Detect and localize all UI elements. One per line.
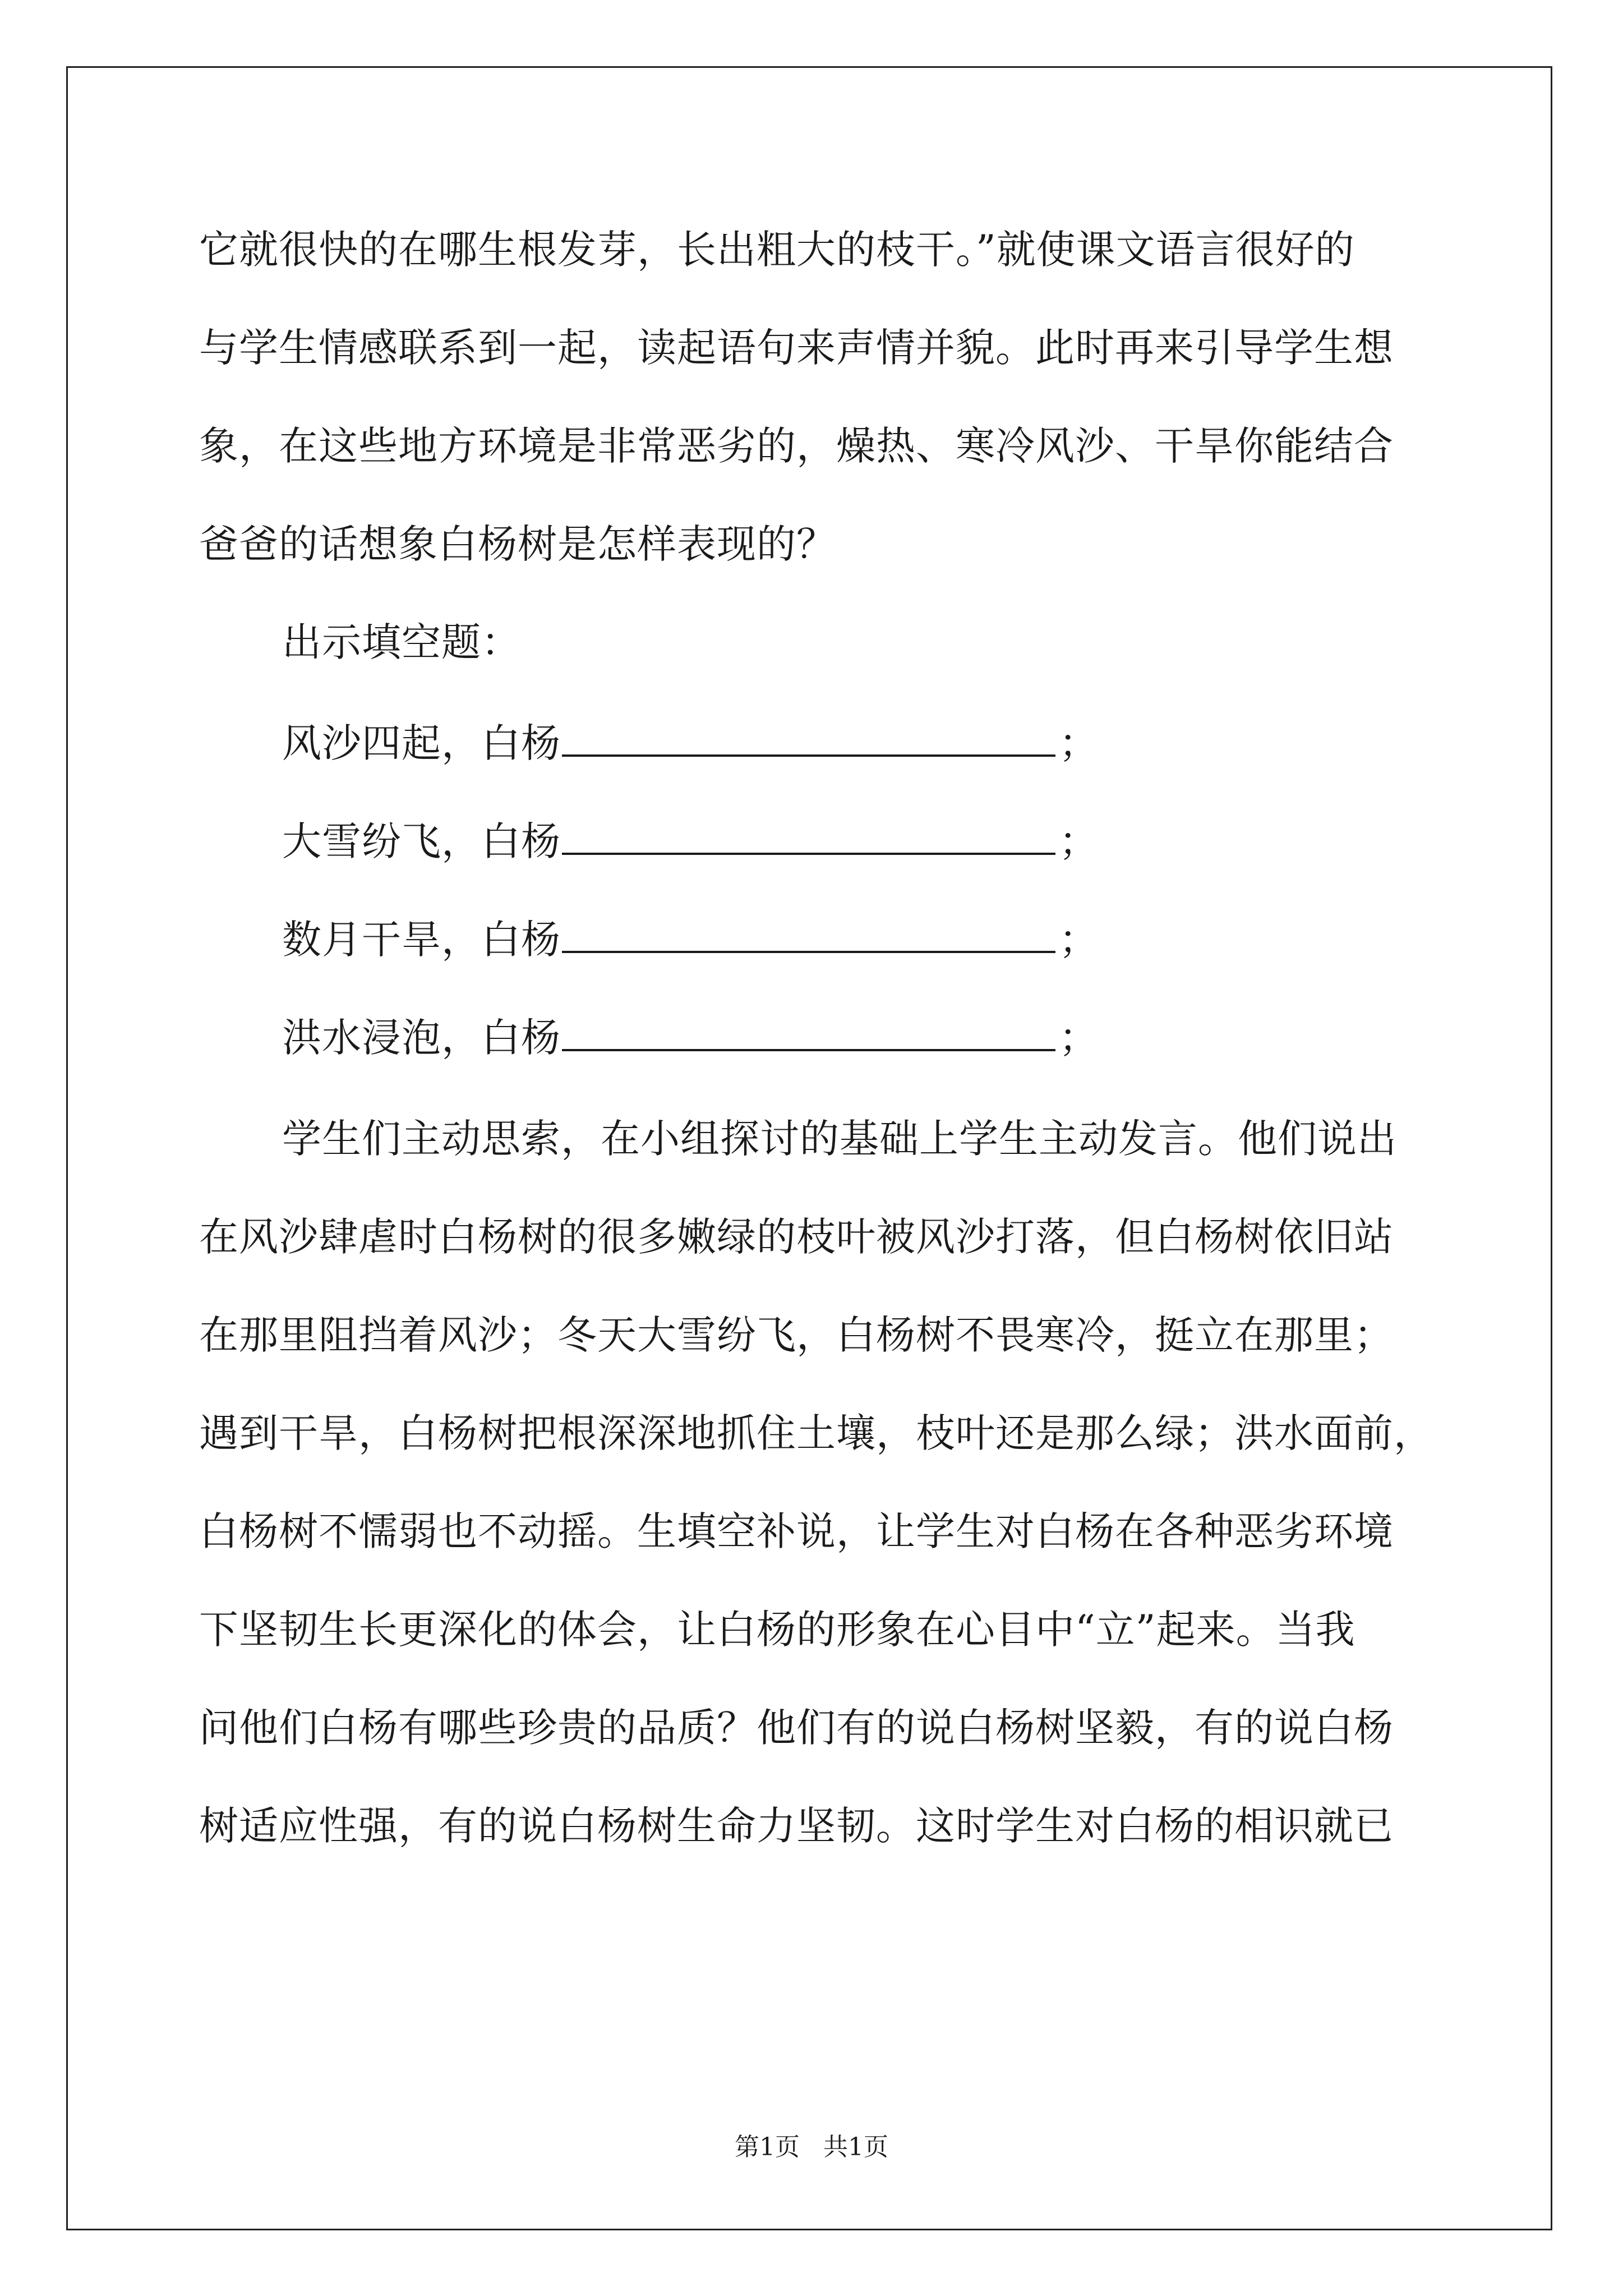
blank-end-mark: ； [1059, 917, 1099, 963]
page-number-footer: 第1页 共1页 [735, 2133, 888, 2161]
fill-blank-row [282, 1015, 1099, 1060]
paragraph-line: 问他们白杨有哪些珍贵的品质？他们有的说白杨树坚毅，有的说白杨 [199, 1705, 1394, 1751]
paragraph-line: 遇到干旱，白杨树把根深深地抓住土壤，枝叶还是那么绿；洪水面前， [199, 1410, 1433, 1456]
paragraph-line: 白杨树不懦弱也不动摇。生填空补说，让学生对白杨在各种恶劣环境 [199, 1508, 1394, 1554]
fill-blank-row [282, 917, 1099, 962]
blank-end-mark: ； [1059, 818, 1099, 864]
blank-end-mark: ； [1059, 720, 1099, 766]
blank-prompt: 洪水浸泡，白杨 [282, 1015, 561, 1061]
paragraph-line: 学生们主动思索，在小组探讨的基础上学生主动发言。他们说出 [282, 1116, 1397, 1162]
blank-underline [562, 1015, 1055, 1051]
blank-end-mark: ； [1059, 1015, 1099, 1061]
blank-prompt: 风沙四起，白杨 [282, 720, 561, 766]
blank-underline [562, 819, 1055, 855]
paragraph-line: 象，在这些地方环境是非常恶劣的，燥热、寒冷风沙、干旱你能结合 [199, 423, 1394, 469]
paragraph-line: 爸爸的话想象白杨树是怎样表现的？ [199, 521, 836, 567]
section-heading: 出示填空题： [282, 619, 521, 665]
paragraph-line: 它就很快的在哪生根发芽，长出粗大的枝干。”就使课文语言很好的 [199, 227, 1355, 273]
fill-blank-row [282, 721, 1099, 766]
blank-underline [562, 917, 1055, 953]
paragraph-line: 在风沙肆虐时白杨树的很多嫩绿的枝叶被风沙打落，但白杨树依旧站 [199, 1214, 1394, 1260]
fill-blank-row [282, 819, 1099, 864]
paragraph-line: 下坚韧生长更深化的体会，让白杨的形象在心目中“立”起来。当我 [199, 1607, 1355, 1653]
paragraph-line: 与学生情感联系到一起，读起语句来声情并貌。此时再来引导学生想 [199, 325, 1394, 371]
blank-underline [562, 721, 1055, 757]
paragraph-line: 在那里阻挡着风沙；冬天大雪纷飞，白杨树不畏寒冷，挺立在那里； [199, 1312, 1394, 1358]
paragraph-line: 树适应性强，有的说白杨树生命力坚韧。这时学生对白杨的相识就已 [199, 1803, 1394, 1849]
blank-prompt: 大雪纷飞，白杨 [282, 818, 561, 864]
blank-prompt: 数月干旱，白杨 [282, 917, 561, 963]
